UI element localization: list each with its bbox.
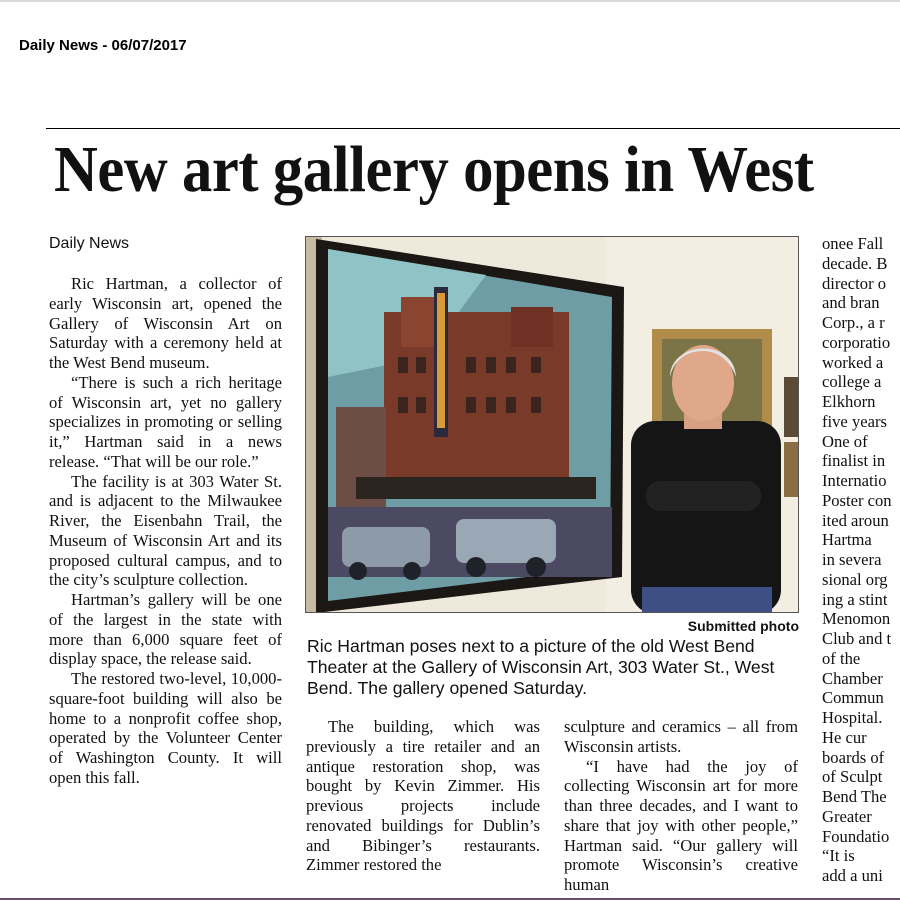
photo-caption: Ric Hartman poses next to a picture of the old West Bend Theater at the Gallery of Wisconsin Art, 303 Water St., West Bend. The gallery opened Saturday. <box>307 636 775 698</box>
column-5-line: college a <box>822 372 882 392</box>
column-5-line: ing a stint <box>822 589 888 609</box>
paragraph: “I have had the joy of collecting Wisconsin art for more than three decades, and I want to share that joy with other people,” Hartman said. “Our gallery will promote Wisconsin’s creative human <box>564 756 798 894</box>
headline: New art gallery opens in West <box>54 133 814 206</box>
column-5-line: He cur <box>822 727 867 747</box>
photo-credit: Submitted photo <box>687 618 799 634</box>
column-5-line: onee Fall <box>822 234 884 253</box>
paragraph: Ric Hartman, a collector of early Wisconsin art, opened the Gallery of Wisconsin Art on Saturday with a ceremony held at the West Bend museum. <box>49 274 282 372</box>
column-5-line: of Sculpt <box>822 767 883 787</box>
column-5-line: Club and t <box>822 629 892 648</box>
article-column-4 <box>564 717 798 895</box>
paragraph: The building, which was previously a tire retailer and an antique restoration shop, was bought by Kevin Zimmer. His previous projects include renovated buildings for Dublin’s and Bibinger’s restaurants. Zimmer restored the <box>306 717 540 875</box>
column-5-line: ited aroun <box>822 510 889 530</box>
column-5-line: “It is <box>822 846 855 866</box>
article-photo <box>305 236 799 613</box>
top-border <box>0 0 900 2</box>
headline-rule <box>46 128 900 129</box>
column-5-line: five years <box>822 411 887 431</box>
byline: Daily News <box>49 235 130 252</box>
column-5-line: Greater <box>822 806 872 826</box>
column-5-line: sional org <box>822 569 888 589</box>
paragraph: “There is such a rich heritage of Wisconsin art, yet no gallery specializes in promoting or selling it,” Hartman said in a news release. “That will be our role.” <box>49 372 282 471</box>
column-5-line: director o <box>822 273 887 293</box>
column-5-line: and bran <box>822 293 880 313</box>
column-5-line: worked a <box>822 352 884 372</box>
column-5-line: Commun <box>822 688 884 708</box>
column-5-line: Hartma <box>822 530 872 550</box>
paragraph: sculpture and ceramics – all from Wisconsin artists. <box>564 717 798 756</box>
column-5-line: Foundatio <box>822 826 890 846</box>
column-5-line: Poster con <box>822 490 892 510</box>
article-column-5-cutoff <box>822 234 900 886</box>
column-5-line: Elkhorn <box>822 392 876 411</box>
paragraph: The facility is at 303 Water St. and is adjacent to the Milwaukee River, the Eisenbahn Trail, the Museum of Wisconsin Art and its proposed cultural campus, and to the city’s sculpture collection. <box>49 471 282 590</box>
article-column-3 <box>306 717 540 875</box>
column-5-line: Bend The <box>822 787 887 806</box>
article-column-1 <box>49 274 282 788</box>
clipping <box>46 128 900 900</box>
source-date: Daily News - 06/07/2017 <box>19 37 187 54</box>
column-5-line: corporatio <box>822 332 891 352</box>
column-5-line: Corp., a r <box>822 313 885 332</box>
column-5-line: finalist in <box>822 451 886 471</box>
paragraph: The restored two-level, 10,000-square-foot building will also be home to a nonprofit coffee shop, operated by the Volunteer Center of Washington County. It will open this fall. <box>49 669 282 787</box>
photo-illustration <box>306 237 799 613</box>
column-5-line: add a uni <box>822 866 883 885</box>
column-5-line: of the <box>822 648 861 668</box>
column-5-line: in severa <box>822 550 882 569</box>
column-5-line: Hospital. <box>822 708 883 727</box>
column-5-line: boards of <box>822 747 885 767</box>
column-5-line: One of <box>822 431 868 451</box>
column-5-line: Internatio <box>822 471 887 490</box>
column-5-line: decade. B <box>822 253 888 273</box>
column-5-line: Chamber <box>822 668 883 688</box>
column-5-line: Menomon <box>822 609 891 629</box>
paragraph: Hartman’s gallery will be one of the largest in the state with more than 6,000 square feet of display space, the release said. <box>49 590 282 669</box>
